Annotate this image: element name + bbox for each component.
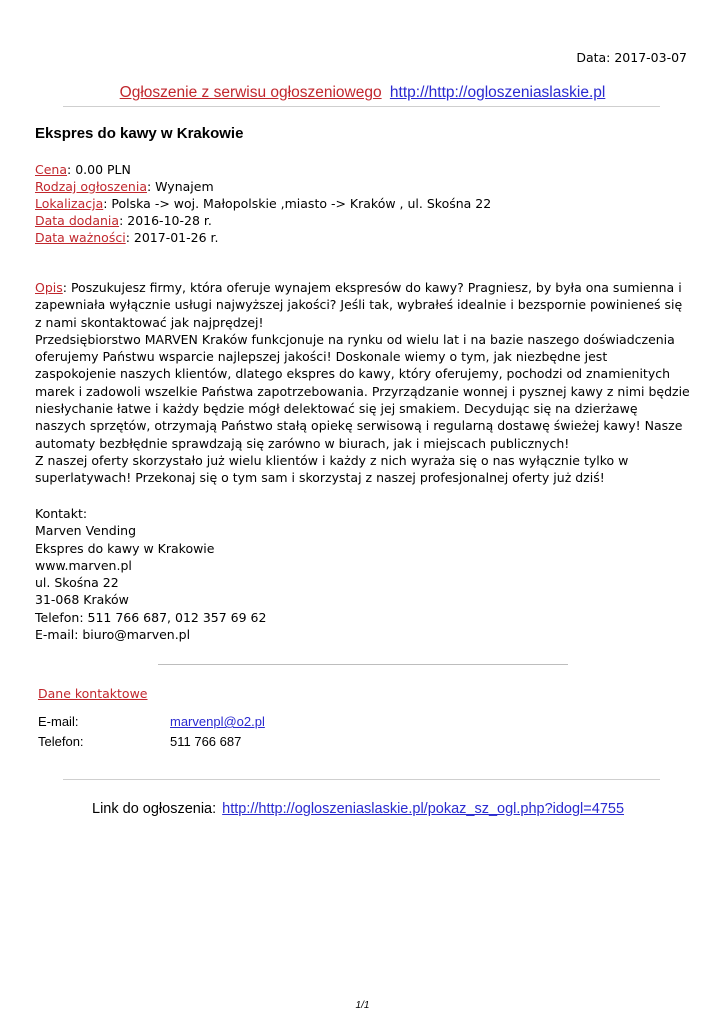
source-link[interactable]: http://http://ogloszeniaslaskie.pl [389, 84, 606, 101]
description-text: : Poszukujesz firmy, która oferuje wynajem ekspresów do kawy? Pragniesz, by była ona sumienna i zapewniała wyłącznie usługi najwyższej jakości? Jeśli tak, wybrałeś idealnie i bezspornie powinieneś się z nami skontaktować jak najprędzej! [35, 280, 683, 330]
field-value: : Polska -> woj. Małopolskie ,miasto -> Kraków , ul. Skośna 22 [103, 196, 492, 211]
description-paragraph-2: Przedsiębiorstwo MARVEN Kraków funkcjonuje na rynku od wielu lat i na bazie naszego doświadczenia oferujemy Państwu wsparcie najlepszej jakości! Doskonale wiemy o tym, jak niezbędne jest zaspokojenie naszych klientów, dlatego ekspres do kawy, który oferujemy, pochodzi od znamienitych marek i zadowoli wszelkie Państwa zapotrzebowania. Przyrządzanie wonnej i pysznej kawy z nimi będzie niesłychanie łatwe i każdy będzie mógł delektować się jej smakiem. Decydując się na dzierżawę naszych sprzętów, otrzymają Państwo stałą opiekę serwisową i regularną dostawę świeżej kawy! Nasze automaty bezbłędnie sprawdzają się zarówno w biurach, jak i miejscach publicznych! [35, 331, 690, 451]
page-number: 1/1 [355, 1000, 370, 1011]
section-divider [158, 664, 568, 665]
ad-link-label: Link do ogłoszenia: [92, 801, 217, 817]
field-label: Cena [35, 162, 68, 177]
description [35, 279, 690, 487]
description-paragraph-1 [35, 279, 690, 331]
ad-link-line [92, 801, 624, 817]
contact-company: Marven Vending [35, 523, 137, 539]
contact-city: 31-068 Kraków [35, 592, 129, 608]
source-label: Ogłoszenie z serwisu ogłoszeniowego [119, 84, 382, 101]
email-link[interactable]: marvenpl@o2.pl [170, 714, 265, 729]
contact-block [35, 505, 266, 643]
field-cena [35, 161, 131, 178]
field-label: Lokalizacja [35, 196, 104, 211]
field-value: : 2017-01-26 r. [125, 230, 219, 245]
contact-line: Ekspres do kawy w Krakowie [35, 540, 215, 556]
contact-email: E-mail: biuro@marven.pl [35, 627, 191, 643]
field-data-waznosci [35, 229, 218, 246]
description-paragraph-3: Z naszej oferty skorzystało już wielu klientów i każdy z nich wyraża się o nas wyłącznie tylko w superlatywach! Przekonaj się o tym sam i skorzystaj z naszej profesjonalnej oferty już dziś! [35, 452, 629, 486]
field-rodzaj [35, 178, 214, 195]
field-label: Data dodania [35, 213, 120, 228]
contact-data-heading: Dane kontaktowe [38, 686, 148, 701]
description-label: Opis [35, 280, 63, 295]
contact-phones: Telefon: 511 766 687, 012 357 69 62 [35, 609, 267, 625]
field-data-dodania [35, 212, 212, 229]
field-label: Data ważności [35, 230, 126, 245]
footer-divider [63, 779, 660, 780]
contact-heading: Kontakt: [35, 506, 88, 521]
field-value: : 0.00 PLN [67, 162, 131, 177]
phone-label: Telefon: [38, 734, 84, 749]
page-title: Ekspres do kawy w Krakowie [35, 125, 244, 142]
field-lokalizacja [35, 195, 491, 212]
document-date: Data: 2017-03-07 [576, 50, 687, 65]
ad-link[interactable]: http://http://ogloszeniaslaskie.pl/pokaz_sz_ogl.php?idogl=4755 [222, 801, 625, 817]
field-value: : Wynajem [146, 179, 214, 194]
header-line [0, 84, 725, 102]
field-label: Rodzaj ogłoszenia [35, 179, 147, 194]
contact-website: www.marven.pl [35, 557, 132, 573]
field-value: : 2016-10-28 r. [119, 213, 212, 228]
header-divider [63, 106, 660, 107]
email-label: E-mail: [38, 714, 79, 729]
contact-street: ul. Skośna 22 [35, 575, 119, 591]
phone-value: 511 766 687 [170, 734, 242, 749]
